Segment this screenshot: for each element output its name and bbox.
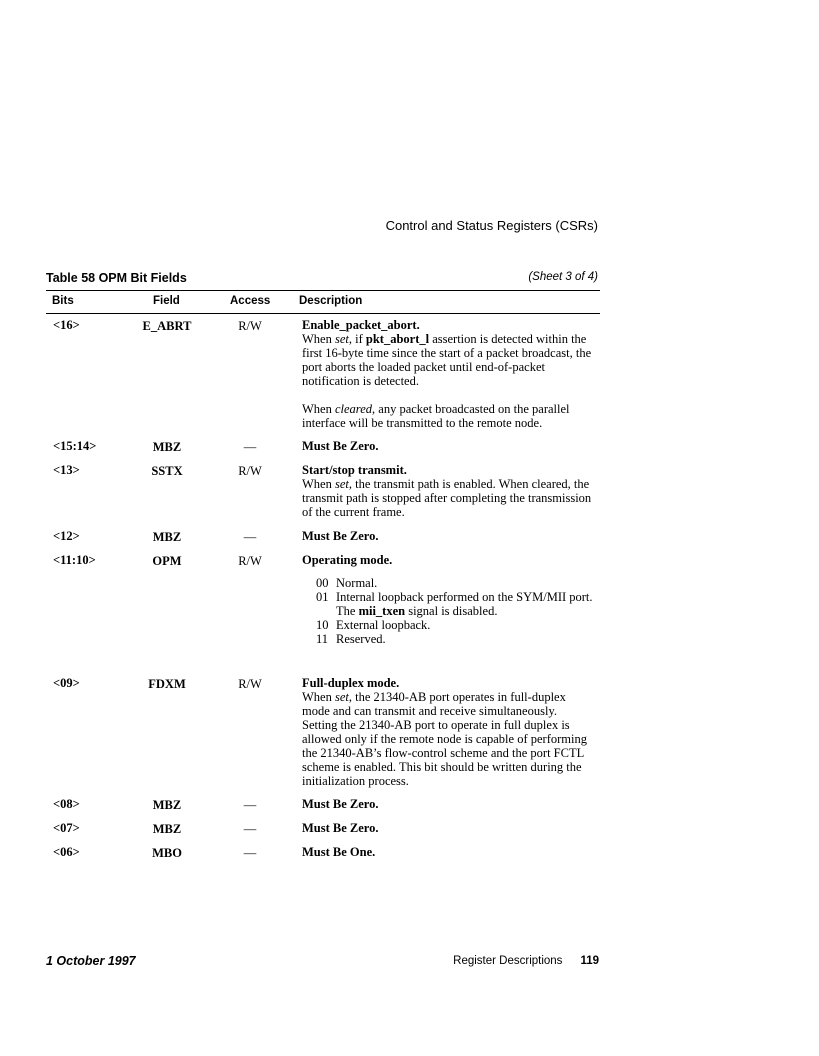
description-heading: Enable_packet_abort.	[302, 318, 420, 332]
table-title: Table 58 OPM Bit Fields	[46, 271, 187, 285]
access-cell: —	[243, 530, 257, 544]
table-top-rule	[46, 290, 600, 291]
encoding-text: Normal.	[336, 576, 378, 590]
description-text: When set, the transmit path is enabled. When cleared, the transmit path is stopped after completing the transmission of the current frame.	[302, 477, 592, 519]
access-cell: —	[243, 822, 257, 836]
access-cell: R/W	[238, 677, 262, 691]
encoding-text: External loopback.	[336, 618, 431, 632]
encoding-item	[304, 590, 594, 618]
column-header-field: Field	[153, 295, 180, 307]
bits-cell: <15:14>	[53, 439, 97, 453]
description-heading: Must Be Zero.	[302, 439, 379, 453]
description-cell	[302, 845, 594, 859]
description-cell	[302, 553, 594, 646]
footer-right	[453, 955, 599, 967]
access-cell: —	[243, 846, 257, 860]
description-text: When set, if pkt_abort_l assertion is detected within the first 16-byte time since the start of a packet broadcast, the port aborts the loaded packet until end-of-packet notification is detected.	[302, 332, 592, 388]
sheet-indicator: (Sheet 3 of 4)	[528, 271, 598, 283]
field-cell: SSTX	[151, 464, 183, 478]
field-cell: MBZ	[152, 822, 182, 836]
footer-section: Register Descriptions	[453, 955, 563, 967]
encoding-list	[304, 576, 594, 646]
page-number: 119	[580, 955, 599, 967]
bits-cell: <08>	[53, 797, 80, 811]
description-heading: Operating mode.	[302, 553, 393, 567]
field-cell: MBZ	[152, 440, 182, 454]
access-cell: R/W	[238, 319, 262, 333]
description-heading: Must Be One.	[302, 845, 376, 859]
description-text: When set, the 21340-AB port operates in full-duplex mode and can transmit and receive simultaneously. Setting the 21340-AB port to operate in full duplex is allowed only if the remote node is capable of performing the 21340-AB’s flow-control scheme and the port FCTL scheme is enabled. This bit should be written during the initialization process.	[302, 690, 587, 788]
description-heading: Must Be Zero.	[302, 797, 379, 811]
description-heading: Must Be Zero.	[302, 529, 379, 543]
encoding-value: 01	[316, 590, 329, 604]
description-text: When cleared, any packet broadcasted on the parallel interface will be transmitted to the remote node.	[302, 402, 570, 430]
description-cell	[302, 821, 594, 835]
encoding-value: 11	[316, 632, 329, 646]
access-cell: —	[243, 440, 257, 454]
running-header: Control and Status Registers (CSRs)	[385, 218, 598, 233]
table-title-row	[46, 271, 600, 287]
bits-cell: <09>	[53, 676, 80, 690]
description-cell	[302, 676, 594, 788]
field-cell: OPM	[152, 554, 182, 568]
column-header-description: Description	[299, 295, 363, 307]
bits-cell: <06>	[53, 845, 80, 859]
access-cell: R/W	[238, 554, 262, 568]
encoding-value: 00	[316, 576, 329, 590]
description-cell	[302, 463, 594, 519]
encoding-item	[304, 618, 594, 632]
field-cell: MBZ	[152, 798, 182, 812]
footer-date: 1 October 1997	[46, 954, 136, 968]
field-cell: MBO	[152, 846, 182, 860]
encoding-text: Internal loopback performed on the SYM/MII port. The mii_txen signal is disabled.	[336, 590, 593, 618]
field-cell: MBZ	[152, 530, 182, 544]
access-cell: —	[243, 798, 257, 812]
bits-cell: <07>	[53, 821, 80, 835]
column-header-access: Access	[230, 295, 271, 307]
access-cell: R/W	[238, 464, 262, 478]
encoding-item	[304, 632, 594, 646]
description-cell	[302, 797, 594, 811]
description-cell	[302, 529, 594, 543]
description-cell	[302, 318, 594, 430]
column-header-bits: Bits	[52, 295, 74, 307]
description-cell	[302, 439, 594, 453]
description-heading: Start/stop transmit.	[302, 463, 407, 477]
table-header-rule	[46, 313, 600, 314]
bits-cell: <13>	[53, 463, 80, 477]
field-cell: E_ABRT	[142, 319, 192, 333]
bits-cell: <16>	[53, 318, 80, 332]
bits-cell: <12>	[53, 529, 80, 543]
encoding-value: 10	[316, 618, 329, 632]
encoding-text: Reserved.	[336, 632, 386, 646]
field-cell: FDXM	[148, 677, 186, 691]
description-heading: Full-duplex mode.	[302, 676, 400, 690]
bits-cell: <11:10>	[53, 553, 96, 567]
encoding-item	[304, 576, 594, 590]
description-heading: Must Be Zero.	[302, 821, 379, 835]
